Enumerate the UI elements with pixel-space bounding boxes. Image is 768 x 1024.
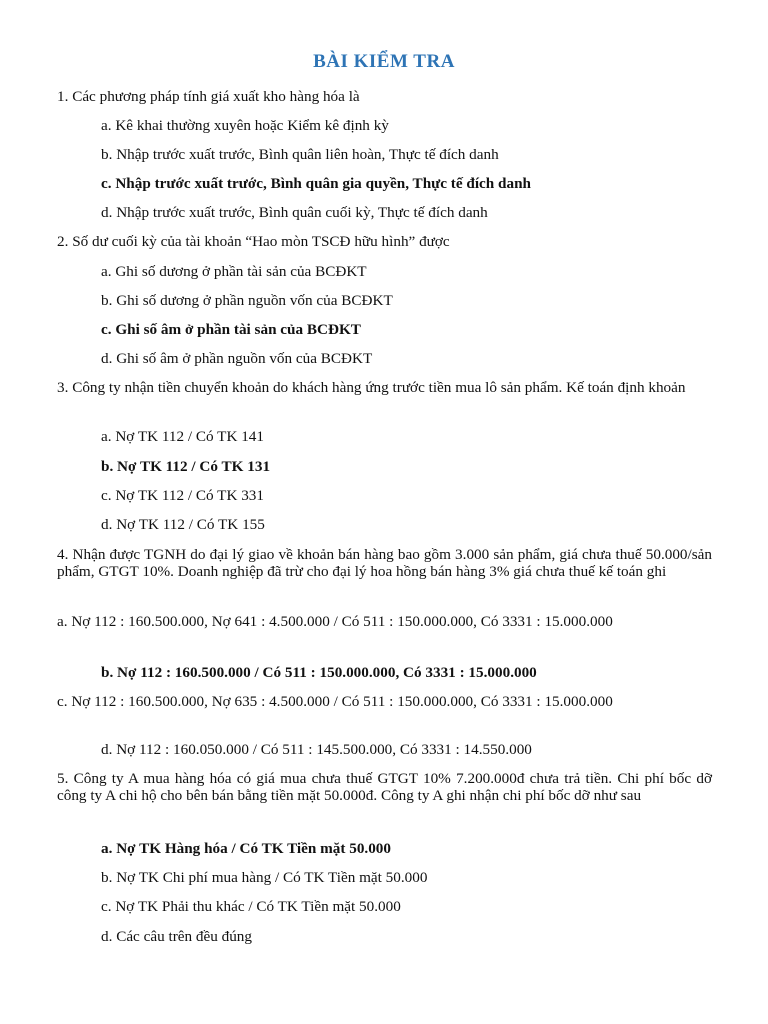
question-5-option-d: d. Các câu trên đều đúng [101,928,252,945]
question-4: 4. Nhận được TGNH do đại lý giao về khoản bán hàng bao gồm 3.000 sản phẩm, giá chưa thuế 50.000/sản phẩm, GTGT 10%. Doanh nghiệp đã trừ cho đại lý hoa hồng bán hàng 3% giá chưa thuế kế toán ghi [57,546,712,580]
question-5-option-b: b. Nợ TK Chi phí mua hàng / Có TK Tiền mặt 50.000 [101,869,428,886]
question-5-option-a-answer: a. Nợ TK Hàng hóa / Có TK Tiền mặt 50.000 [101,840,391,857]
question-3: 3. Công ty nhận tiền chuyển khoản do khách hàng ứng trước tiền mua lô sản phẩm. Kế toán định khoản [57,379,686,396]
question-3-option-a: a. Nợ TK 112 / Có TK 141 [101,428,264,445]
question-1-option-c-answer: c. Nhập trước xuất trước, Bình quân gia quyền, Thực tế đích danh [101,175,531,192]
question-5: 5. Công ty A mua hàng hóa có giá mua chưa thuế GTGT 10% 7.200.000đ chưa trả tiền. Chi phí bốc dỡ công ty A chi hộ cho bên bán bằng tiền mặt 50.000đ. Công ty A ghi nhận chi phí bốc dỡ như sau [57,770,712,804]
page-title: BÀI KIỂM TRA [313,51,455,72]
question-2-option-b: b. Ghi số dương ở phần nguồn vốn của BCĐKT [101,292,393,309]
question-2-option-a: a. Ghi số dương ở phần tài sản của BCĐKT [101,263,367,280]
question-1-option-a: a. Kê khai thường xuyên hoặc Kiểm kê định kỳ [101,117,389,134]
question-5-option-c: c. Nợ TK Phải thu khác / Có TK Tiền mặt 50.000 [101,898,401,915]
question-1: 1. Các phương pháp tính giá xuất kho hàng hóa là [57,88,360,105]
question-4-option-d: d. Nợ 112 : 160.050.000 / Có 511 : 145.500.000, Có 3331 : 14.550.000 [101,741,532,758]
question-2-option-c-answer: c. Ghi số âm ở phần tài sản của BCĐKT [101,321,361,338]
question-2-option-d: d. Ghi số âm ở phần nguồn vốn của BCĐKT [101,350,373,367]
question-2: 2. Số dư cuối kỳ của tài khoản “Hao mòn TSCĐ hữu hình” được [57,233,450,250]
question-4-option-c: c. Nợ 112 : 160.500.000, Nợ 635 : 4.500.000 / Có 511 : 150.000.000, Có 3331 : 15.000.000 [57,693,613,710]
question-3-option-d: d. Nợ TK 112 / Có TK 155 [101,516,265,533]
question-1-option-b: b. Nhập trước xuất trước, Bình quân liên hoàn, Thực tế đích danh [101,146,499,163]
question-1-option-d: d. Nhập trước xuất trước, Bình quân cuối kỳ, Thực tế đích danh [101,204,488,221]
question-4-option-a: a. Nợ 112 : 160.500.000, Nợ 641 : 4.500.000 / Có 511 : 150.000.000, Có 3331 : 15.000.000 [57,613,613,630]
question-4-option-b-answer: b. Nợ 112 : 160.500.000 / Có 511 : 150.000.000, Có 3331 : 15.000.000 [101,664,537,681]
question-3-option-b-answer: b. Nợ TK 112 / Có TK 131 [101,458,271,475]
question-3-option-c: c. Nợ TK 112 / Có TK 331 [101,487,264,504]
